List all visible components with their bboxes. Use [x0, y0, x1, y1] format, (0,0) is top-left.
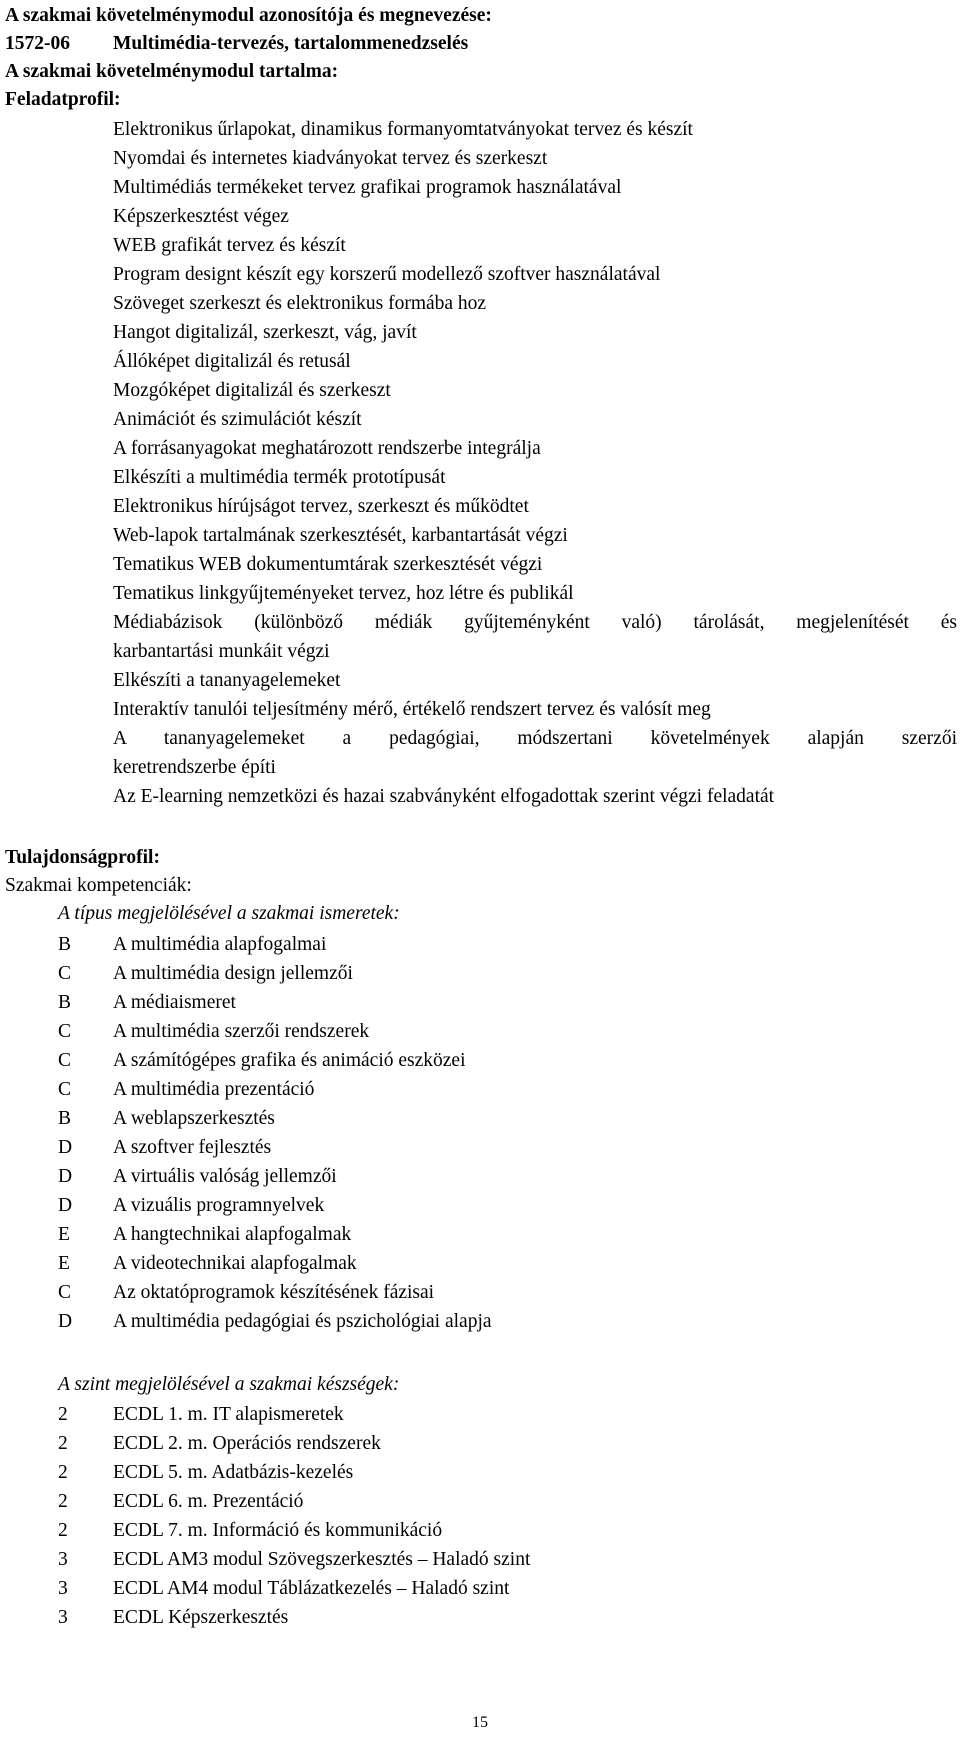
- task-item: Mozgóképet digitalizál és szerkeszt: [113, 380, 391, 401]
- knowledge-type: D: [58, 1166, 73, 1187]
- knowledge-type: D: [58, 1195, 73, 1216]
- skill-item: ECDL 7. m. Információ és kommunikáció: [113, 1520, 443, 1541]
- task-item-media-line2: karbantartási munkáit végzi: [113, 641, 330, 662]
- knowledge-item: A multimédia prezentáció: [113, 1079, 315, 1100]
- task-item: Elektronikus hírújságot tervez, szerkeszt és működtet: [113, 496, 529, 517]
- task-item: Program designt készít egy korszerű modellező szoftver használatával: [113, 264, 661, 285]
- knowledge-type: C: [58, 1050, 72, 1071]
- skill-level: 2: [58, 1433, 68, 1454]
- task-item-pedag-line2: keretrendszerbe építi: [113, 757, 276, 778]
- knowledge-type: C: [58, 1282, 72, 1303]
- knowledge-item: A weblapszerkesztés: [113, 1108, 275, 1129]
- knowledge-item: A multimédia alapfogalmai: [113, 934, 327, 955]
- task-item: Képszerkesztést végez: [113, 206, 289, 227]
- task-item: A forrásanyagokat meghatározott rendszerbe integrálja: [113, 438, 541, 459]
- task-item-media-line1: Médiabázisok (különböző médiák gyűjteményként való) tárolását, megjelenítését és: [113, 612, 957, 633]
- knowledge-item: A hangtechnikai alapfogalmak: [113, 1224, 352, 1245]
- task-item: Az E-learning nemzetközi és hazai szabványként elfogadottak szerint végzi feladatát: [113, 786, 775, 807]
- skill-level: 2: [58, 1491, 68, 1512]
- knowledge-type: D: [58, 1137, 73, 1158]
- knowledge-item: A multimédia pedagógiai és pszichológiai alapja: [113, 1311, 492, 1332]
- task-item: Multimédiás termékeket tervez grafikai programok használatával: [113, 177, 622, 198]
- knowledge-item: Az oktatóprogramok készítésének fázisai: [113, 1282, 435, 1303]
- knowledge-item: A számítógépes grafika és animáció eszközei: [113, 1050, 466, 1071]
- knowledge-item: A multimédia szerzői rendszerek: [113, 1021, 370, 1042]
- task-item: Tematikus WEB dokumentumtárak szerkesztését végzi: [113, 554, 543, 575]
- task-item: Animációt és szimulációt készít: [113, 409, 362, 430]
- knowledge-type: E: [58, 1253, 70, 1274]
- skill-level: 3: [58, 1549, 68, 1570]
- knowledge-item: A virtuális valóság jellemzői: [113, 1166, 337, 1187]
- knowledge-item: A videotechnikai alapfogalmak: [113, 1253, 357, 1274]
- skill-item: ECDL Képszerkesztés: [113, 1607, 289, 1628]
- module-name: Multimédia-tervezés, tartalommenedzselés: [113, 33, 469, 54]
- task-item: Nyomdai és internetes kiadványokat tervez és szerkeszt: [113, 148, 548, 169]
- skill-level: 2: [58, 1462, 68, 1483]
- knowledge-type: B: [58, 934, 72, 955]
- knowledge-type: C: [58, 1021, 72, 1042]
- task-item: Elkészíti a multimédia termék prototípusát: [113, 467, 446, 488]
- knowledge-type: C: [58, 1079, 72, 1100]
- page-number: 15: [472, 1714, 488, 1731]
- skill-item: ECDL AM4 modul Táblázatkezelés – Haladó szint: [113, 1578, 510, 1599]
- module-code: 1572-06: [5, 33, 70, 54]
- module-content-heading: A szakmai követelménymodul tartalma:: [5, 61, 339, 82]
- task-item: Szöveget szerkeszt és elektronikus formába hoz: [113, 293, 487, 314]
- knowledge-item: A vizuális programnyelvek: [113, 1195, 325, 1216]
- task-item: Elektronikus űrlapokat, dinamikus formanyomtatványokat tervez és készít: [113, 119, 693, 140]
- skills-heading: A szint megjelölésével a szakmai készségek:: [58, 1374, 400, 1395]
- knowledge-item: A multimédia design jellemzői: [113, 963, 353, 984]
- skill-item: ECDL 1. m. IT alapismeretek: [113, 1404, 344, 1425]
- knowledge-type: D: [58, 1311, 73, 1332]
- task-item: Elkészíti a tananyagelemeket: [113, 670, 341, 691]
- knowledge-type: B: [58, 992, 72, 1013]
- skill-level: 3: [58, 1607, 68, 1628]
- task-profile-heading: Feladatprofil:: [5, 89, 121, 110]
- task-item: Web-lapok tartalmának szerkesztését, karbantartását végzi: [113, 525, 568, 546]
- task-item: Interaktív tanulói teljesítmény mérő, értékelő rendszert tervez és valósít meg: [113, 699, 711, 720]
- task-item: Hangot digitalizál, szerkeszt, vág, javít: [113, 322, 417, 343]
- task-item: Állóképet digitalizál és retusál: [113, 351, 351, 372]
- skill-level: 2: [58, 1520, 68, 1541]
- task-item: WEB grafikát tervez és készít: [113, 235, 346, 256]
- skill-item: ECDL 2. m. Operációs rendszerek: [113, 1433, 381, 1454]
- knowledge-item: A médiaismeret: [113, 992, 236, 1013]
- knowledge-type: C: [58, 963, 72, 984]
- task-item-pedag-line1: A tananyagelemeket a pedagógiai, módszertani követelmények alapján szerzői: [113, 728, 957, 749]
- knowledge-heading: A típus megjelölésével a szakmai ismeretek:: [58, 903, 400, 924]
- knowledge-item: A szoftver fejlesztés: [113, 1137, 272, 1158]
- module-id-heading: A szakmai követelménymodul azonosítója és megnevezése:: [5, 5, 492, 26]
- skill-level: 2: [58, 1404, 68, 1425]
- competencies-heading: Szakmai kompetenciák:: [5, 875, 192, 896]
- knowledge-type: B: [58, 1108, 72, 1129]
- skill-item: ECDL AM3 modul Szövegszerkesztés – Haladó szint: [113, 1549, 531, 1570]
- property-profile-heading: Tulajdonságprofil:: [5, 847, 160, 868]
- skill-level: 3: [58, 1578, 68, 1599]
- task-item: Tematikus linkgyűjteményeket tervez, hoz létre és publikál: [113, 583, 574, 604]
- skill-item: ECDL 5. m. Adatbázis-kezelés: [113, 1462, 354, 1483]
- knowledge-type: E: [58, 1224, 70, 1245]
- skill-item: ECDL 6. m. Prezentáció: [113, 1491, 304, 1512]
